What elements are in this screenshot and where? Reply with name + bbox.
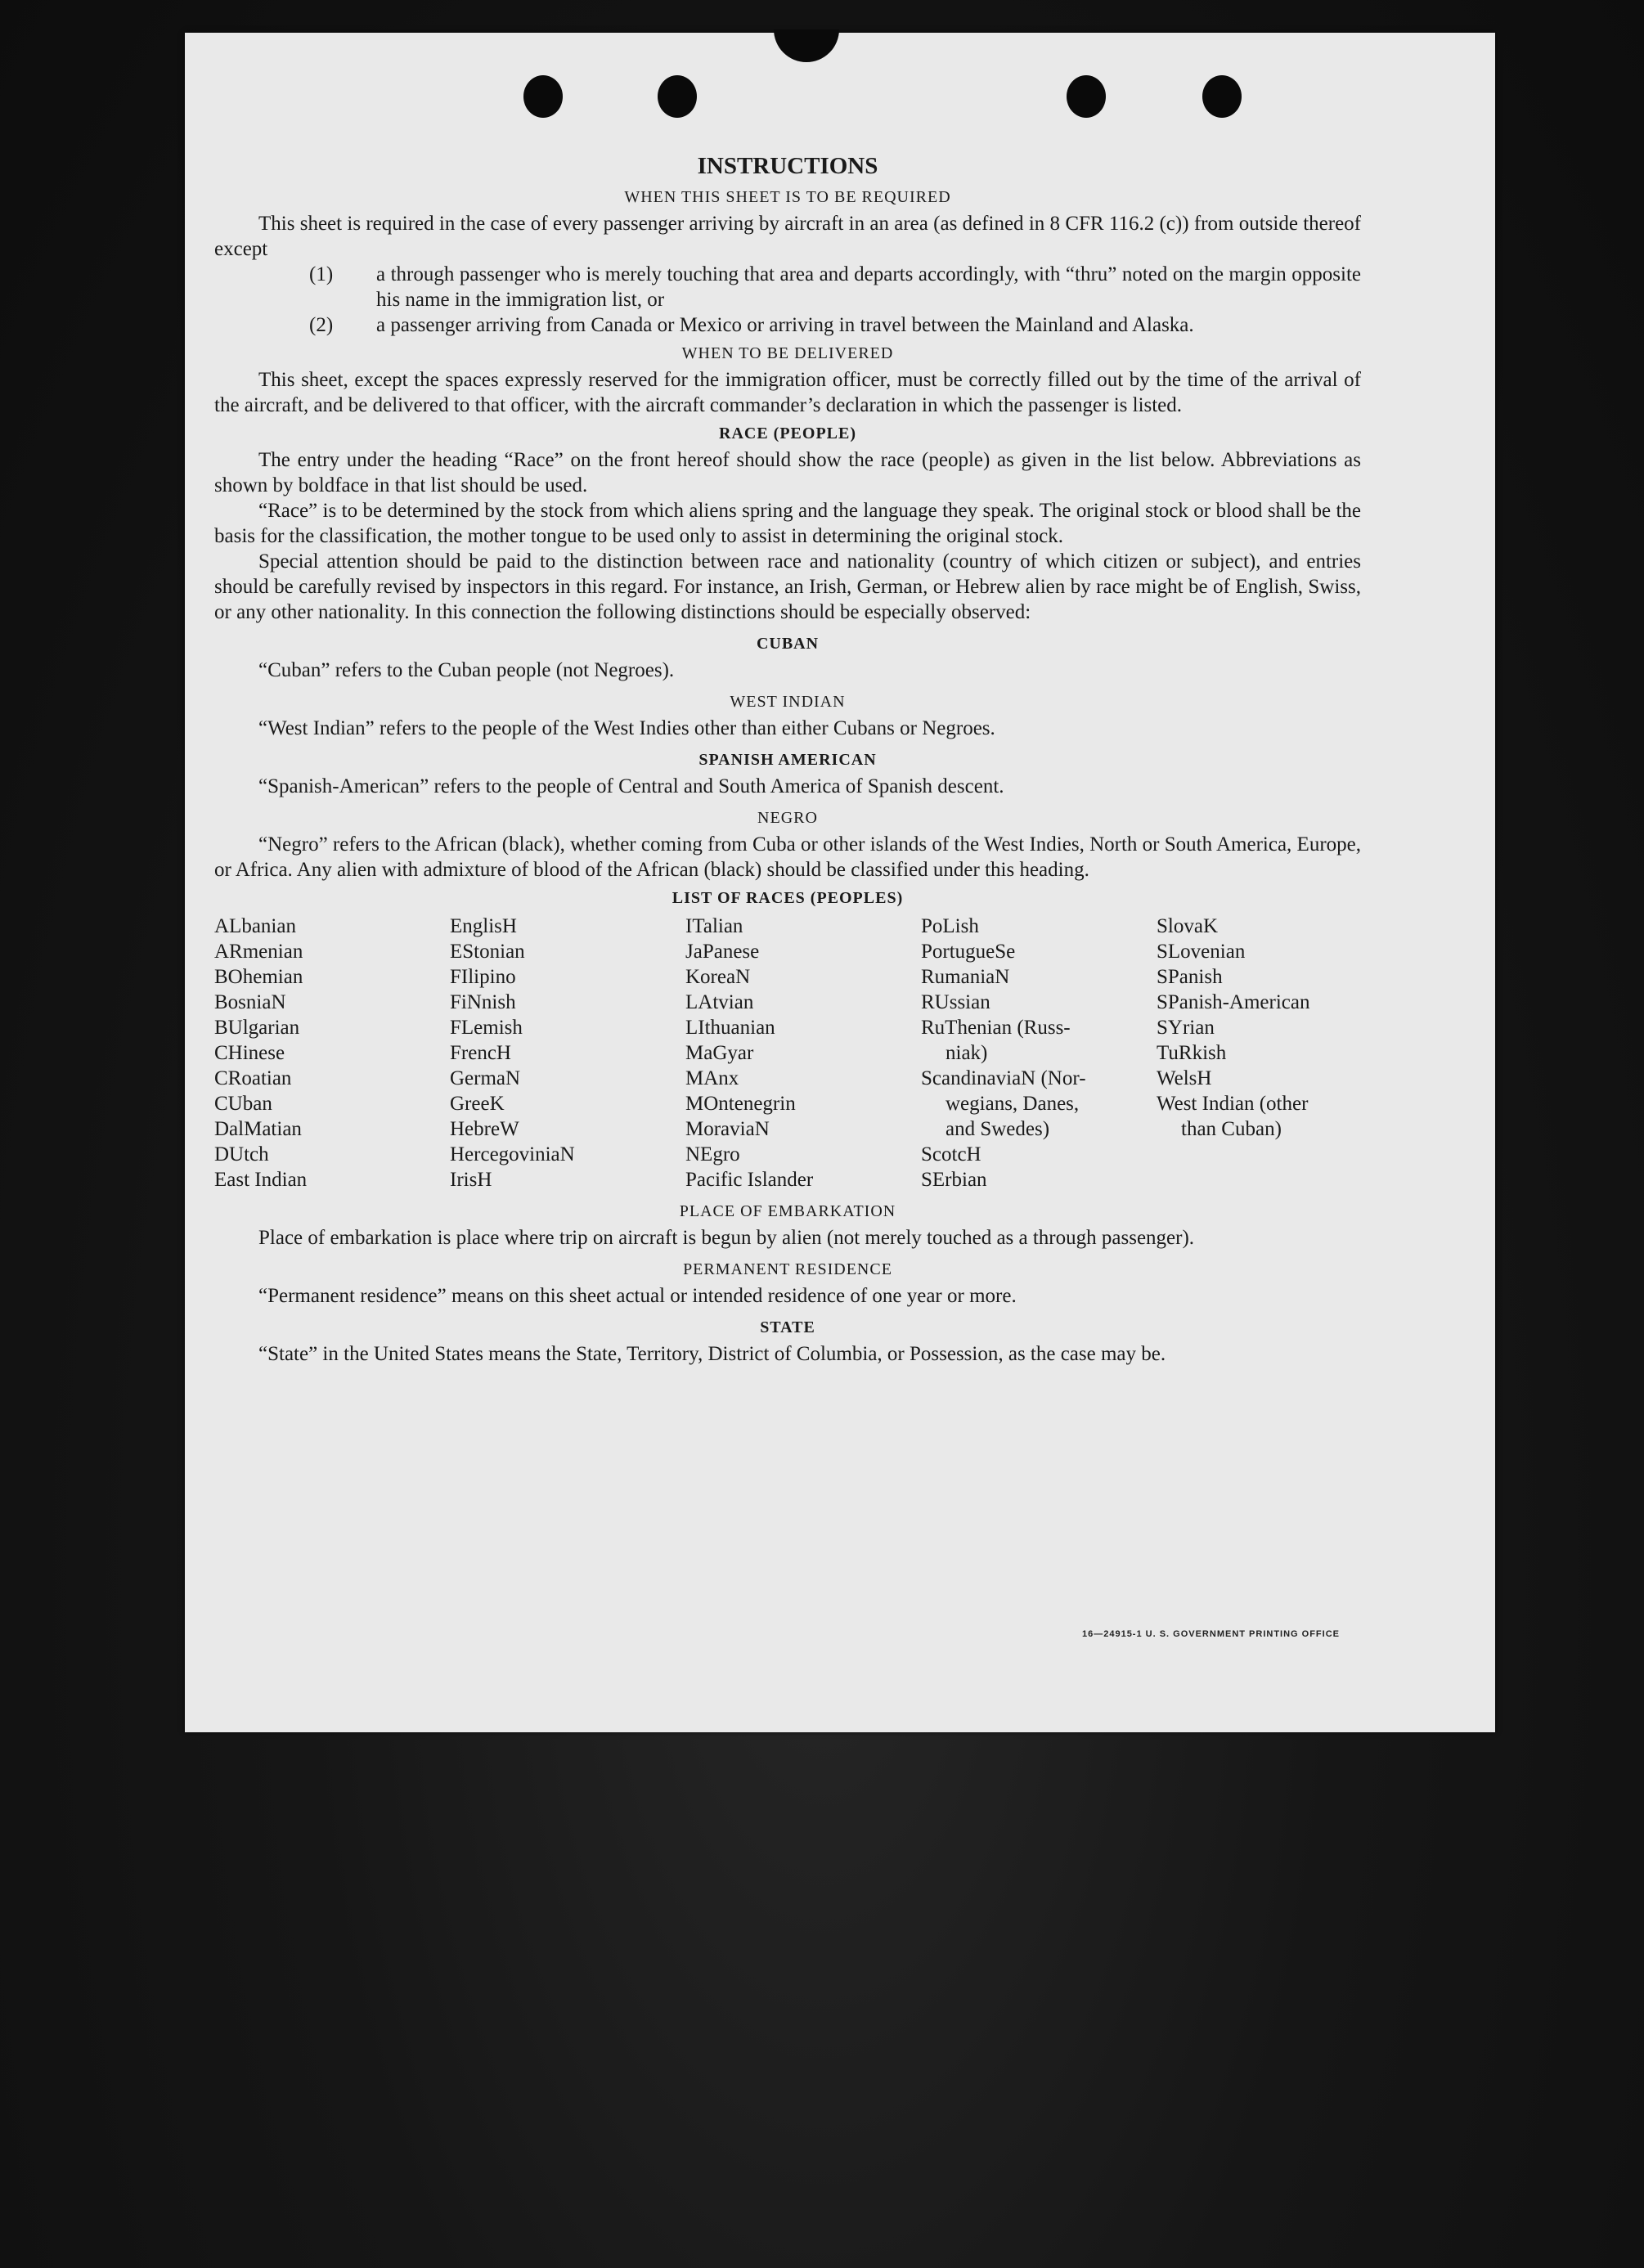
section-heading-when-required: WHEN THIS SHEET IS TO BE REQUIRED: [624, 188, 951, 206]
race-entry: ARmenian: [214, 941, 303, 963]
section-heading-race: RACE (PEOPLE): [719, 424, 856, 442]
race-entry: ScandinaviaN (Nor-: [921, 1067, 1086, 1089]
race-entry: SYrian: [1157, 1017, 1215, 1039]
race-entry: GermaN: [450, 1067, 521, 1089]
race-entry: SErbian: [921, 1169, 987, 1191]
printing-office-code: 16—24915-1 U. S. GOVERNMENT PRINTING OFFICE: [1081, 1629, 1340, 1639]
race-entry: FiNnish: [450, 991, 516, 1013]
punch-hole: [523, 75, 563, 118]
race-entry-continued: than Cuban): [1181, 1118, 1282, 1140]
races-column: [214, 914, 450, 1192]
paper-tear: [774, 29, 839, 62]
race-entry: FrencH: [450, 1042, 511, 1064]
race-entry: SlovaK: [1157, 915, 1218, 937]
race-entry: MoraviaN: [685, 1118, 770, 1140]
race-entry-continued: wegians, Danes,: [946, 1093, 1080, 1115]
when-required-intro: This sheet is required in the case of every passenger arriving by aircraft in an area (as defined in 8 CFR 116.2 (c)) from outside thereof except: [214, 213, 1361, 260]
race-entry: PoLish: [921, 915, 979, 937]
race-entry: HebreW: [450, 1118, 519, 1140]
race-entry: EStonian: [450, 941, 525, 963]
races-column: [921, 914, 1157, 1192]
section-heading-permanent-residence: PERMANENT RESIDENCE: [683, 1260, 892, 1278]
race-entry: SPanish-American: [1157, 991, 1310, 1013]
punch-hole: [1067, 75, 1106, 118]
race-entry: FIlipino: [450, 966, 516, 988]
race-entry: Pacific Islander: [685, 1169, 814, 1191]
race-entry: MAnx: [685, 1067, 739, 1089]
races-column: [685, 914, 921, 1192]
race-entry: IrisH: [450, 1169, 492, 1191]
race-entry: ITalian: [685, 915, 743, 937]
section-heading-when-delivered: WHEN TO BE DELIVERED: [681, 344, 894, 362]
race-entry: BosniaN: [214, 991, 286, 1013]
punch-hole: [1202, 75, 1242, 118]
race-entry: RumaniaN: [921, 966, 1010, 988]
race-entry: SLovenian: [1157, 941, 1246, 963]
negro-text: “Negro” refers to the African (black), whether coming from Cuba or other islands of the West Indies, North or South America, Europe, or Africa. Any alien with admixture of blood of the African (black) should be classified under this heading.: [214, 833, 1361, 881]
race-entry: BUlgarian: [214, 1017, 300, 1039]
section-heading-spanish-american: SPANISH AMERICAN: [698, 751, 877, 769]
document-sheet: [185, 33, 1495, 1732]
race-entry: ALbanian: [214, 915, 296, 937]
race-entry: CUban: [214, 1093, 272, 1115]
race-paragraph: The entry under the heading “Race” on the front hereof should show the race (people) as given in the list below. Abbreviations as shown by boldface in that list should be used.: [214, 449, 1361, 496]
race-entry: KoreaN: [685, 966, 751, 988]
races-column: [1157, 914, 1361, 1192]
spanish-american-text: “Spanish-American” refers to the people of Central and South America of Spanish descent.: [258, 775, 1004, 797]
section-heading-cuban: CUBAN: [756, 635, 820, 653]
race-entry: RUssian: [921, 991, 990, 1013]
section-heading-embarkation: PLACE OF EMBARKATION: [679, 1202, 896, 1220]
race-entry: CRoatian: [214, 1067, 292, 1089]
section-heading-negro: NEGRO: [757, 809, 818, 827]
state-text: “State” in the United States means the State, Territory, District of Columbia, or Possession, as the case may be.: [258, 1343, 1166, 1365]
west-indian-text: “West Indian” refers to the people of the West Indies other than either Cubans or Negroes.: [258, 717, 995, 739]
race-entry: EnglisH: [450, 915, 517, 937]
race-entry: PortugueSe: [921, 941, 1016, 963]
race-paragraph: Special attention should be paid to the distinction between race and nationality (country of which citizen or subject), and entries should be carefully revised by inspectors in this regard. For instance, an Irish, German, or Hebrew alien by race might be of English, Swiss, or any other nationality. In this connection the following distinctions should be especially observed:: [214, 550, 1361, 623]
races-column: [450, 914, 685, 1192]
race-entry: LIthuanian: [685, 1017, 775, 1039]
race-entry: TuRkish: [1157, 1042, 1227, 1064]
race-entry-continued: niak): [946, 1042, 988, 1064]
cuban-text: “Cuban” refers to the Cuban people (not Negroes).: [258, 659, 675, 681]
race-entry: West Indian (other: [1157, 1093, 1309, 1115]
race-entry: BOhemian: [214, 966, 303, 988]
exception-number: (2): [309, 314, 334, 336]
section-heading-state: STATE: [760, 1318, 815, 1336]
race-entry: DalMatian: [214, 1118, 302, 1140]
section-heading-west-indian: WEST INDIAN: [730, 693, 846, 711]
race-entry: GreeK: [450, 1093, 505, 1115]
race-entry: CHinese: [214, 1042, 285, 1064]
permanent-residence-text: “Permanent residence” means on this sheet actual or intended residence of one year or more.: [258, 1285, 1017, 1307]
race-entry: East Indian: [214, 1169, 308, 1191]
race-entry: MaGyar: [685, 1042, 754, 1064]
exception-number: (1): [309, 263, 334, 285]
instructions-content: [214, 152, 1361, 1367]
race-entry: ScotcH: [921, 1143, 981, 1165]
race-paragraph: “Race” is to be determined by the stock from which aliens spring and the language they speak. The original stock or blood shall be the basis for the classification, the mother tongue to be used only to assist in determining the original stock.: [214, 500, 1361, 547]
exception-text: a through passenger who is merely touching that area and departs accordingly, with “thru” noted on the margin opposite his name in the immigration list, or: [376, 263, 1361, 311]
page-title: INSTRUCTIONS: [697, 153, 878, 179]
race-entry: SPanish: [1157, 966, 1223, 988]
race-entry: FLemish: [450, 1017, 523, 1039]
race-entry: RuThenian (Russ-: [921, 1017, 1071, 1039]
when-delivered-text: This sheet, except the spaces expressly reserved for the immigration officer, must be correctly filled out by the time of the arrival of the aircraft, and be delivered to that officer, with the aircraft commander’s declaration in which the passenger is listed.: [214, 369, 1361, 416]
race-entry: HercegoviniaN: [450, 1143, 575, 1165]
exception-item: [214, 312, 1361, 338]
exception-text: a passenger arriving from Canada or Mexico or arriving in travel between the Mainland and Alaska.: [376, 314, 1194, 336]
races-list: [214, 914, 1361, 1192]
race-entry: LAtvian: [685, 991, 754, 1013]
embarkation-text: Place of embarkation is place where trip on aircraft is begun by alien (not merely touched as a through passenger).: [258, 1227, 1195, 1249]
section-heading-list-of-races: LIST OF RACES (PEOPLES): [672, 889, 904, 907]
race-entry: WelsH: [1157, 1067, 1212, 1089]
exception-item: [214, 262, 1361, 312]
race-entry-continued: and Swedes): [946, 1118, 1050, 1140]
race-entry: MOntenegrin: [685, 1093, 796, 1115]
race-entry: JaPanese: [685, 941, 760, 963]
punch-hole: [658, 75, 697, 118]
race-entry: NEgro: [685, 1143, 740, 1165]
race-entry: DUtch: [214, 1143, 269, 1165]
